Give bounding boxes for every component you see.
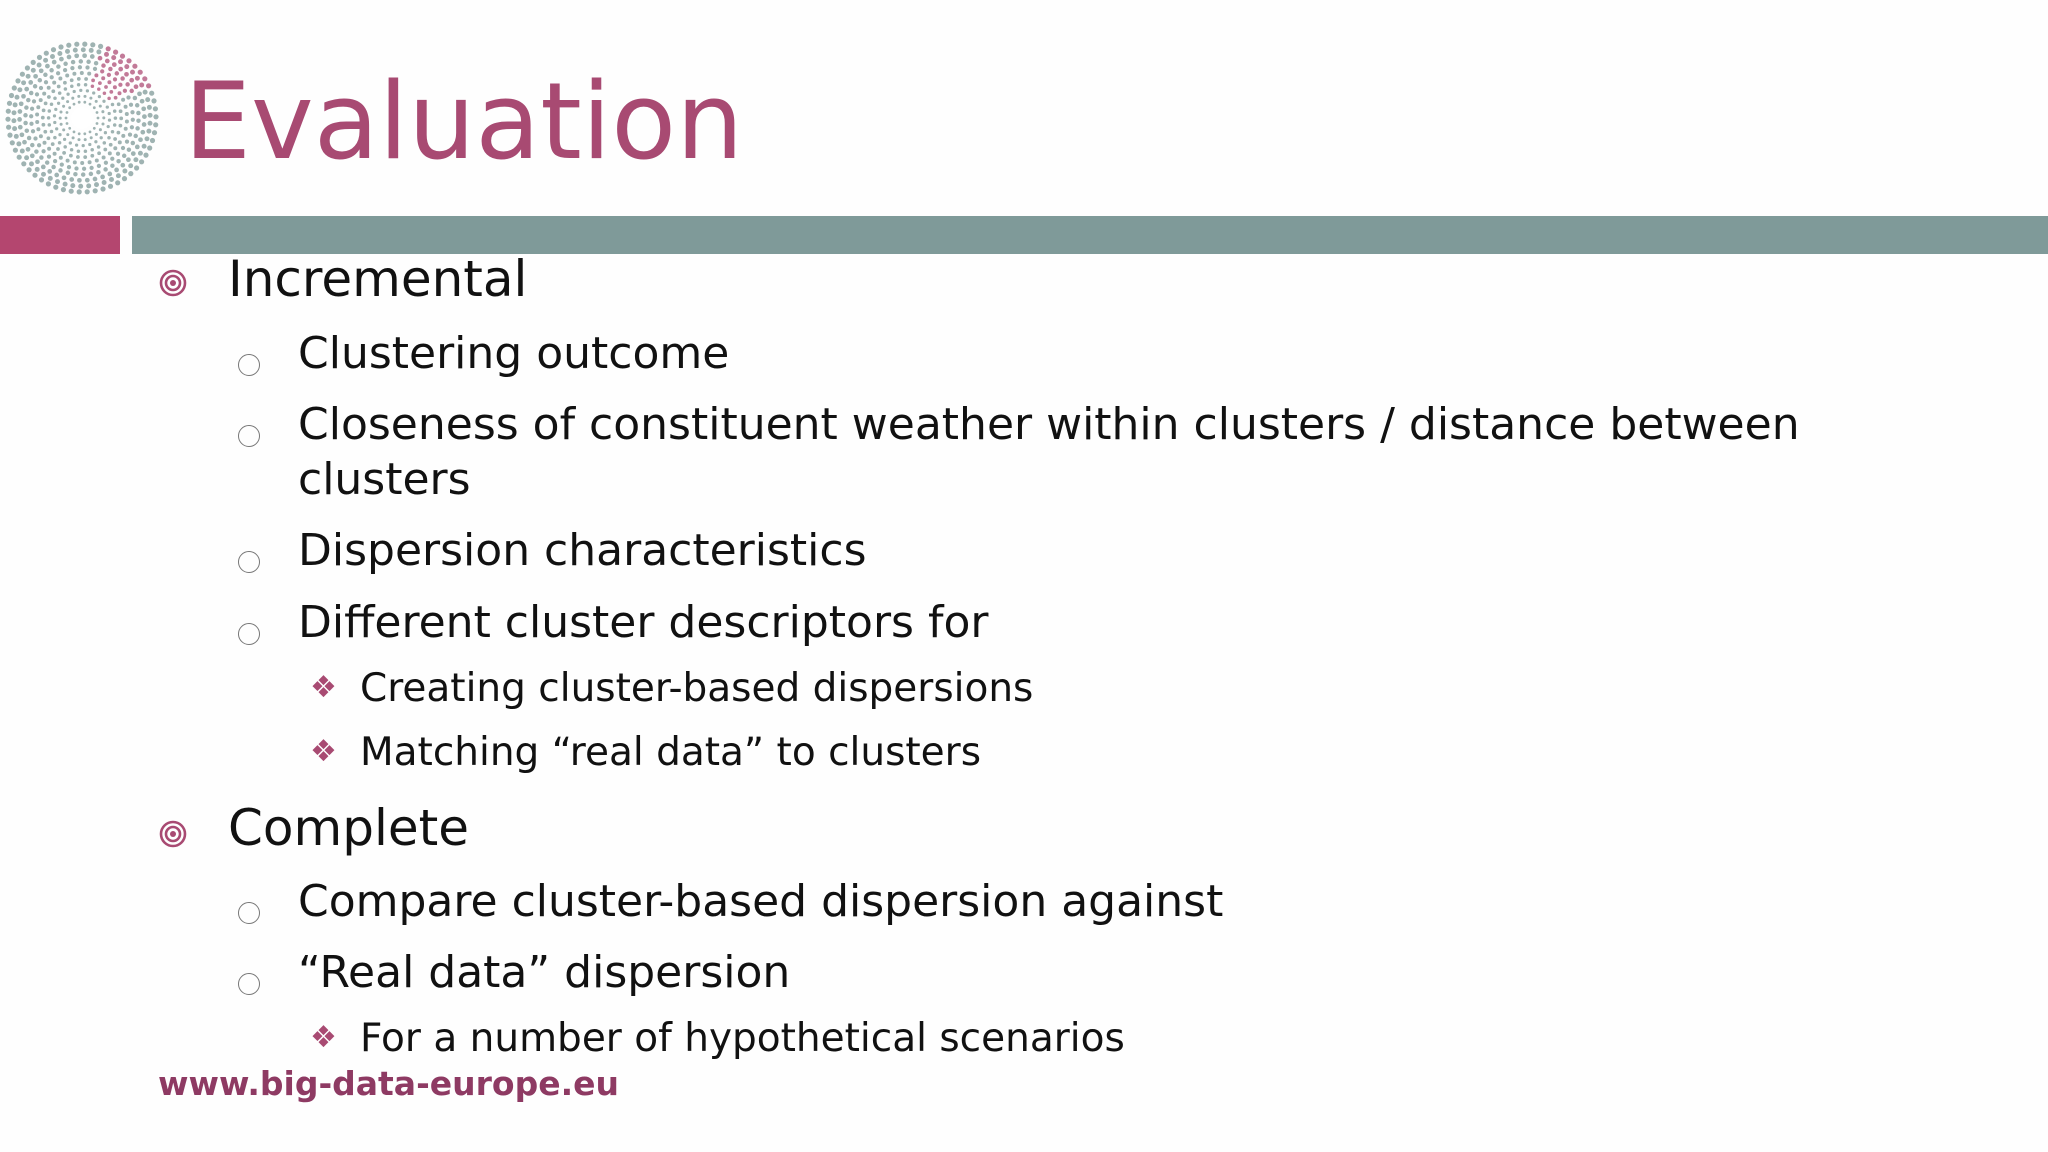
brand-logo-icon bbox=[4, 40, 160, 196]
list-item: Different cluster descriptors for bbox=[298, 597, 989, 648]
hollow-circle-bullet-icon bbox=[238, 354, 260, 376]
header-accent-bar bbox=[0, 216, 120, 254]
list-item: Clustering outcome bbox=[298, 328, 730, 379]
diamond-bullet-icon: ❖ bbox=[310, 734, 337, 769]
list-item: Creating cluster-based dispersions bbox=[360, 666, 1034, 711]
hollow-circle-bullet-icon bbox=[238, 551, 260, 573]
hollow-circle-bullet-icon bbox=[238, 425, 260, 447]
hollow-circle-bullet-icon bbox=[238, 623, 260, 645]
list-item: For a number of hypothetical scenarios bbox=[360, 1016, 1125, 1061]
list-item: “Real data” dispersion bbox=[298, 947, 791, 998]
diamond-bullet-icon: ❖ bbox=[310, 670, 337, 705]
concentric-circle-bullet-icon bbox=[156, 817, 190, 851]
list-item-continuation: clusters bbox=[298, 454, 471, 505]
diamond-bullet-icon: ❖ bbox=[310, 1020, 337, 1055]
list-item: Incremental bbox=[228, 250, 528, 308]
hollow-circle-bullet-icon bbox=[238, 973, 260, 995]
footer-website-link[interactable]: www.big-data-europe.eu bbox=[158, 1064, 620, 1103]
header-divider-bar bbox=[132, 216, 2048, 254]
list-item: Closeness of constituent weather within clusters / distance between bbox=[298, 399, 1800, 450]
list-item: Matching “real data” to clusters bbox=[360, 730, 982, 775]
list-item: Compare cluster-based dispersion against bbox=[298, 876, 1224, 927]
list-item: Complete bbox=[228, 799, 469, 857]
concentric-circle-bullet-icon bbox=[156, 266, 190, 300]
page-title: Evaluation bbox=[184, 60, 744, 183]
list-item: Dispersion characteristics bbox=[298, 525, 867, 576]
hollow-circle-bullet-icon bbox=[238, 902, 260, 924]
